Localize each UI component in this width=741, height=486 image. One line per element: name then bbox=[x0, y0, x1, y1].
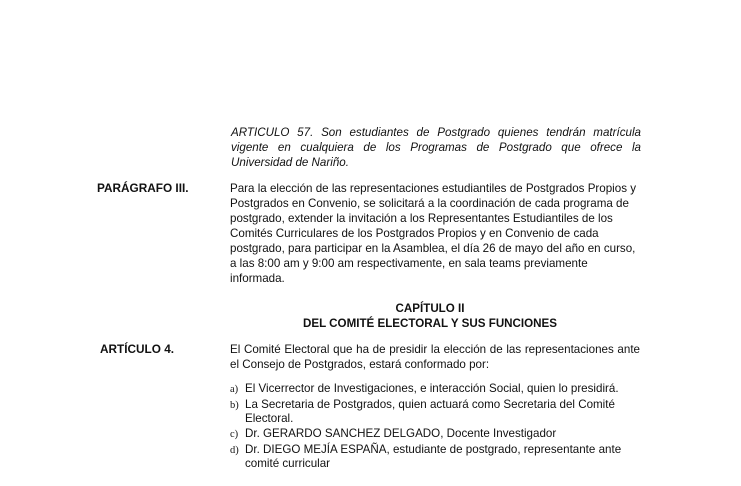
list-item-letter: a) bbox=[230, 384, 239, 395]
article-57-text: ARTICULO 57. Son estudiantes de Postgrado quienes tendrán matrícula vigente en cualquiera de los Programas de Postgrado que ofrece la Universidad de Nariño. bbox=[231, 126, 641, 169]
list-item bbox=[230, 398, 645, 426]
article-4-label: ARTÍCULO 4. bbox=[100, 342, 175, 356]
chapter-number: CAPÍTULO II bbox=[395, 302, 465, 315]
committee-member-list bbox=[230, 382, 645, 472]
list-item bbox=[230, 443, 645, 471]
list-item-letter: b) bbox=[230, 400, 239, 411]
list-item-letter: d) bbox=[230, 445, 239, 456]
paragrafo-label: PARÁGRAFO III. bbox=[97, 181, 189, 195]
list-item-letter: c) bbox=[230, 429, 239, 440]
list-item-text: Dr. GERARDO SANCHEZ DELGADO, Docente Investigador bbox=[245, 427, 557, 440]
list-item-text: El Vicerrector de Investigaciones, e interacción Social, quien lo presidirá. bbox=[245, 382, 619, 395]
article-4-text: El Comité Electoral que ha de presidir la elección de las representaciones ante el Consejo de Postgrados, estará conformado por: bbox=[230, 343, 640, 371]
list-item bbox=[230, 427, 645, 442]
paragrafo-text: Para la elección de las representaciones estudiantiles de Postgrados Propios y Postgrados en Convenio, se solicitará a la coordinación de cada programa de postgrado, extender la invitación a los Representantes Estudiantiles de los Comités Curriculares de los Postgrados Propios y en Convenio de cada postgrado, para participar en la Asamblea, el día 26 de mayo del año en curso, a las 8:00 am y 9:00 am respectivamente, en sala teams previamente informada. bbox=[230, 182, 637, 285]
chapter-title: DEL COMITÉ ELECTORAL Y SUS FUNCIONES bbox=[302, 317, 558, 330]
list-item-text: La Secretaria de Postgrados, quien actuará como Secretaria del Comité Electoral. bbox=[245, 398, 615, 425]
list-item bbox=[230, 382, 645, 397]
list-item-text: Dr. DIEGO MEJÍA ESPAÑA, estudiante de postgrado, representante ante comité curricular bbox=[245, 443, 622, 470]
